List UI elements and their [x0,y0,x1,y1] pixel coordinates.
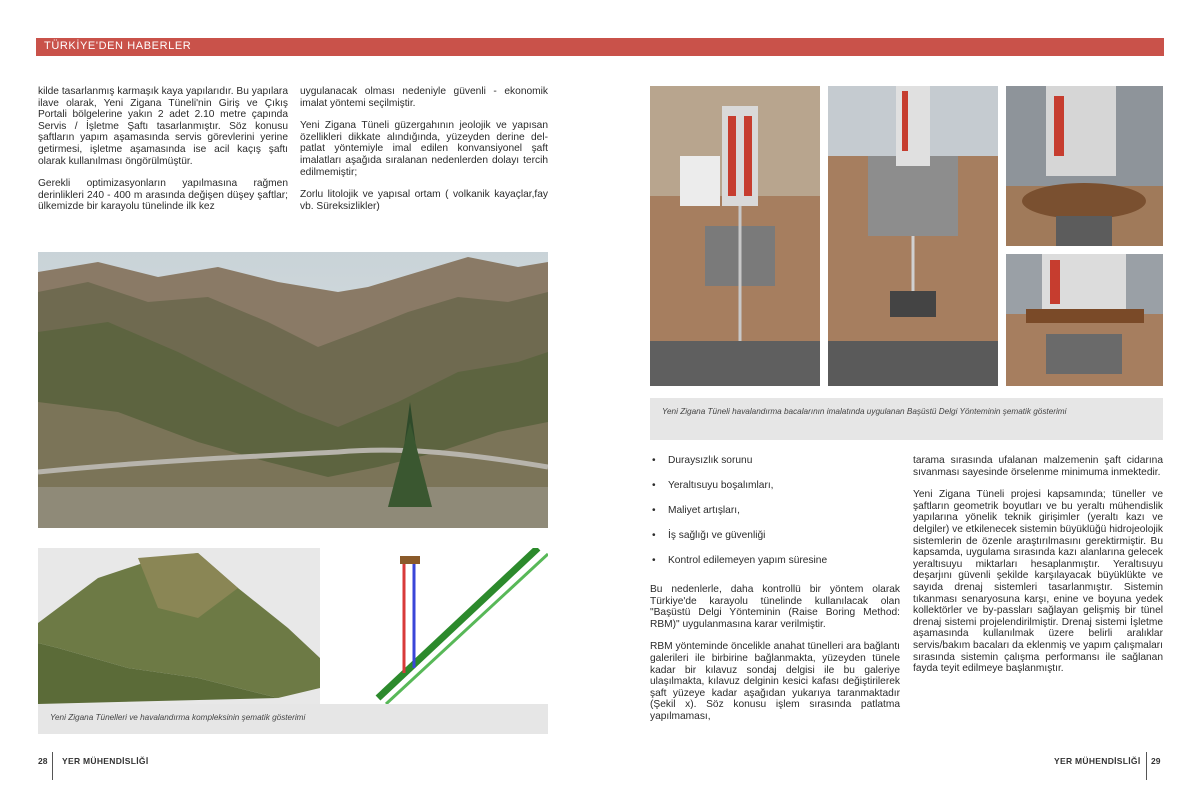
bullet-list [650,455,900,580]
left-magazine-title: YER MÜHENDİSLİĞİ [62,756,149,766]
section-header-bar [36,38,1164,56]
right-text-column-1 [650,455,900,723]
left-figure-caption-box [38,704,548,734]
right-text-column-2 [913,455,1163,675]
raise-boring-render-1 [650,86,820,386]
right-magazine-title: YER MÜHENDİSLİĞİ [1054,756,1141,766]
raise-boring-render-4 [1006,254,1163,386]
list-item: • Maliyet artışları, [650,505,900,530]
left-page-number: 28 [38,756,48,766]
list-item: • İş sağlığı ve güvenliği [650,530,900,555]
paragraph: Gerekli optimizasyonların yapılmasına rağmen derinlikleri 240 - 400 m arasında değişen düşey şaftlar; ülkemizde bir karayolu tünelinde ilk kez [38,178,288,213]
section-title: TÜRKİYE'DEN HABERLER [44,40,192,52]
paragraph: uygulanacak olması nedeniyle güvenli - ekonomik imalat yöntemi seçilmiştir. [300,86,548,109]
paragraph: kilde tasarlanmış karmaşık kaya yapılarıdır. Bu yapılara ilave olarak, Yeni Zigana Tüneli'nin Giriş ve Çıkış Portali bölgelerine yakın 2 adet 2.10 metre çapında Servis / İşletme Şaftı tasarlanmıştır. Söz konusu şaftların yapım aşamasında servis görevlerini yerine getirmesi, işletme aşamasında ise acil kaçış şaftı olarak kullanılması öngörülmüştür. [38,86,288,167]
paragraph: RBM yönteminde öncelikle anahat tünelleri ara bağlantı galerileri ile birbirine bağlanmakta, yüzeyden tünele kadar bir kılavuz sondaj delgisi ile bu galeriye ulaşılmakta, kılavuz delginin kesici kafası değiştirilerek şaft yüzeye kadar aşağıdan yukarıya taranmaktadır (Şekil x). Söz konusu işlem sırasında patlatma yapılmaması, [650,641,900,722]
valley-landscape-image [38,252,548,528]
left-text-column-1 [38,86,288,213]
raise-boring-render-3 [1006,86,1163,246]
footer-divider [52,752,53,780]
figure-caption: Yeni Zigana Tünelleri ve havalandırma kompleksinin şematik gösterimi [50,713,306,722]
valley-landscape-photo [38,252,548,528]
terrain-and-shaft-schematic [38,548,548,704]
paragraph: Zorlu litolojik ve yapısal ortam ( volkanik kayaçlar,fay vb. Süreksizlikler) [300,189,548,212]
right-figure-caption-box [650,398,1163,440]
paragraph: Yeni Zigana Tüneli projesi kapsamında; tüneller ve şaftların geometrik boyutları ve bu yeraltı mühendislik yapılarına yönelik teknik girişimler (yeraltı kazı ve delgiler) ve etkilenecek sistemin büyüklüğü hidrojeolojik sistemlerin de özenle araştırılmasını gerektirmiştir. Bu kapsamda, uygulama sırasında kazı alanlarına gelecek yeraltısuyu miktarları hesaplanmıştır. Yeraltısuyu deşarjını güvenli şekilde karşılayacak büyüklükte ve sayıda drenaj sistemleri tasarlanmıştır. Sistemin tıkanması senaryosuna karşı, enine ve boyuna yedek kollektörler ve by-passları sağlayan gelişmiş bir tünel drenaj sistemi projelendirilmiştir. Drenaj sistemi İşletme aşamasında kullanılmak üzere belirli aralıklar servis/bakım bacaları da eklenmiş ve yapım çalışmaları sırasında sistemin çalışma performansı ile sağlanan fayda teyit edilmeye başlanmıştır. [913,489,1163,675]
list-item: • Duraysızlık sorunu [650,455,900,480]
raise-boring-render-2 [828,86,998,386]
footer-divider [1146,752,1147,780]
paragraph: Bu nedenlerle, daha kontrollü bir yöntem olarak Türkiye'de karayolu tünelinde kullanılacak olan "Başüstü Delgi Yönteminin (Raise Boring Method: RBM)" uygulanmasına karar verilmiştir. [650,584,900,630]
tunnel-complex-diagram-panel [38,548,548,704]
list-item: • Yeraltısuyu boşalımları, [650,480,900,505]
left-text-column-2 [300,86,548,212]
right-page-number: 29 [1151,756,1161,766]
paragraph: Yeni Zigana Tüneli güzergahının jeolojik ve yapısan özellikleri dikkate alındığında, yüzeyden derine del-patlat yöntemiyle imal edilen konvansiyonel şaft imalatları aşağıda sıralanan nedenlerden dolayı tercih edilmemiştir; [300,120,548,178]
paragraph: tarama sırasında ufalanan malzemenin şaft cidarına sıvanması sayesinde örselenme minimuma inmektedir. [913,455,1163,478]
figure-caption: Yeni Zigana Tüneli havalandırma bacalarının imalatında uygulanan Başüstü Delgi Yönteminin şematik gösterimi [662,407,1067,416]
list-item: • Kontrol edilemeyen yapım süresine [650,555,900,580]
